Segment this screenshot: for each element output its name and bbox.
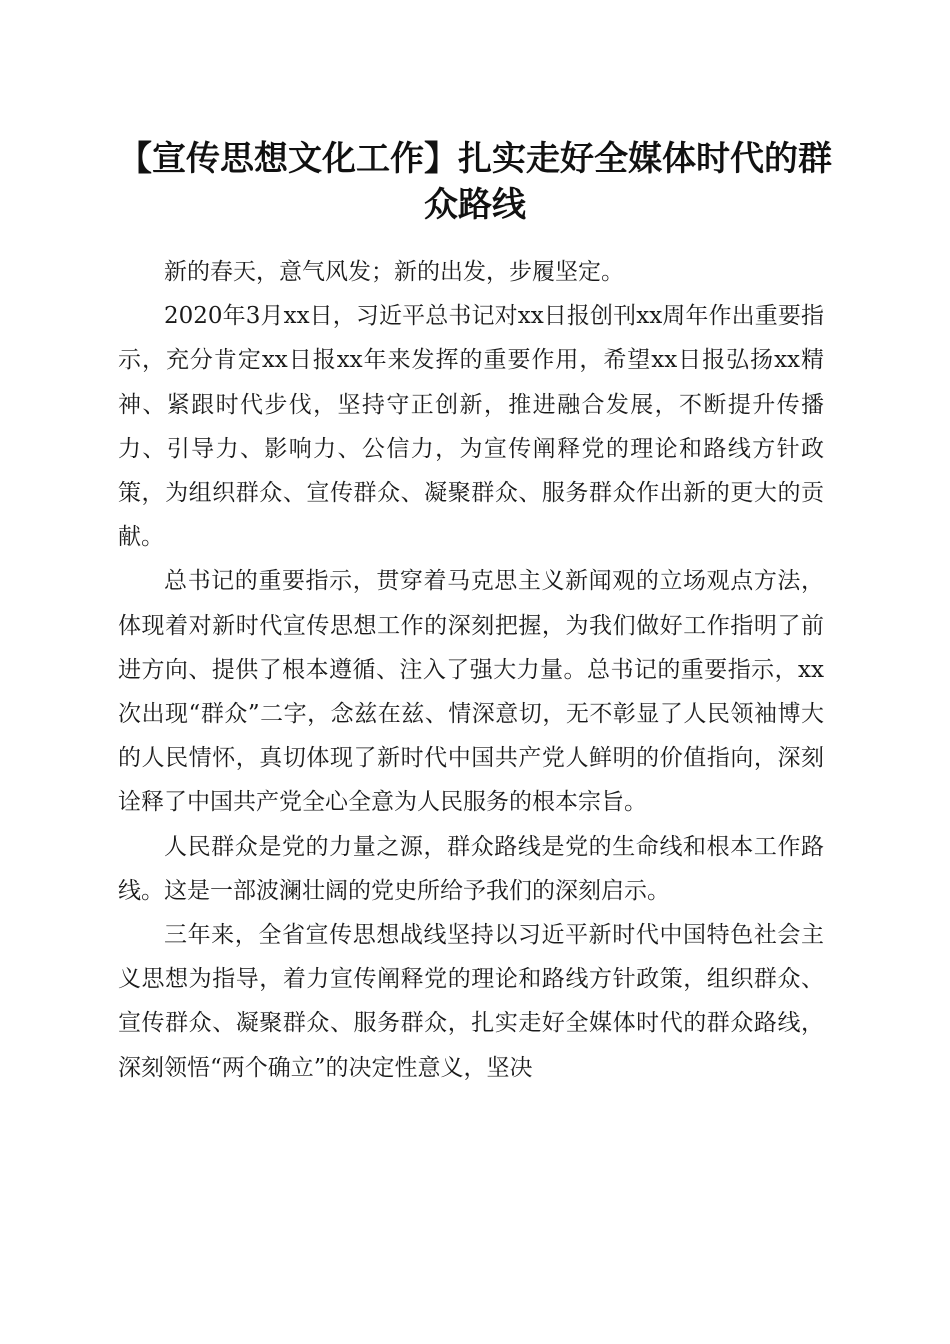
paragraph: 新的春天，意气风发；新的出发，步履坚定。: [164, 259, 624, 285]
paragraph: 三年来，全省宣传思想战线坚持以习近平新时代中国特色社会主义思想为指导，着力宣传阐释党的理论和路线方针政策，组织群众、宣传群众、凝聚群众、服务群众，扎实走好全媒体时代的群众路线，深刻领悟“两个确立”的决定性意义，坚决: [118, 922, 824, 1081]
paragraph: 总书记的重要指示，贯穿着马克思主义新闻观的立场观点方法，体现着对新时代宣传思想工作的深刻把握，为我们做好工作指明了前进方向、提供了根本遵循、注入了强大力量。总书记的重要指示，xx次出现“群众”二字，念兹在兹、情深意切，无不彰显了人民领袖博大的人民情怀，真切体现了新时代中国共产党人鲜明的价值指向，深刻诠释了中国共产党全心全意为人民服务的根本宗旨。: [118, 568, 824, 816]
paragraph: 2020年3月xx日，习近平总书记对xx日报创刊xx周年作出重要指示，充分肯定xx日报xx年来发挥的重要作用，希望xx日报弘扬xx精神、紧跟时代步伐，坚持守正创新，推进融合发展，不断提升传播力、引导力、影响力、公信力，为宣传阐释党的理论和路线方针政策，为组织群众、宣传群众、凝聚群众、服务群众作出新的更大的贡献。: [118, 303, 824, 551]
paragraph: 人民群众是党的力量之源，群众路线是党的生命线和根本工作路线。这是一部波澜壮阔的党史所给予我们的深刻启示。: [118, 833, 824, 904]
document-title: 【宣传思想文化工作】扎实走好全媒体时代的群众路线: [118, 139, 832, 225]
document-body: [118, 250, 824, 1090]
